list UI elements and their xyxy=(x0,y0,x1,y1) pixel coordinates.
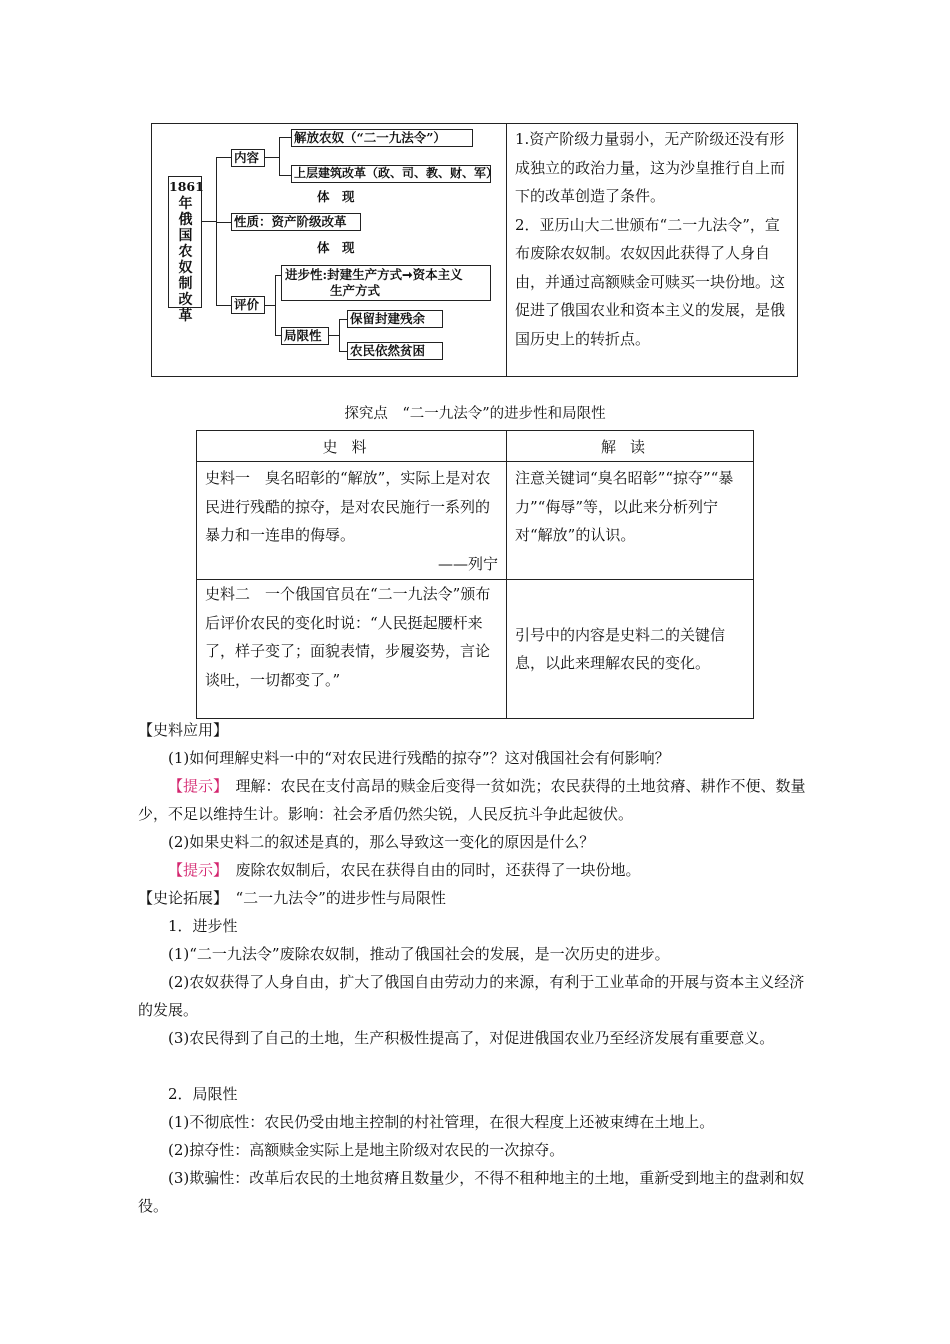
section-limitation: 2．局限性 xyxy=(168,1085,238,1103)
source-2-cell xyxy=(197,580,507,719)
note-1: 1.资产阶级力量弱小，无产阶级还没有形成独立的政治力量，这为沙皇推行自上而下的改革创造了条件。 xyxy=(515,130,786,205)
section-caption: 探究点 “二一九法令”的进步性和局限性 xyxy=(344,406,606,422)
extension-label: 【史论拓展】 xyxy=(138,889,221,907)
answer-2 xyxy=(138,856,818,884)
progress-box: 进步性:封建生产方式➞资本主义 生产方式 xyxy=(281,265,491,301)
content-item-emancipation: 解放农奴（“二一九法令”） xyxy=(291,129,473,147)
embody-label-2: 体 现 xyxy=(317,240,355,255)
limitation-point-2: (2)掠夺性：高额赎金实际上是地主阶级对农民的一次掠夺。 xyxy=(168,1141,565,1159)
source-1-text: 史料一 臭名昭彰的“解放”，实际上是对农民进行残酷的掠夺，是对农民施行一系列的暴力和一连串的侮辱。 xyxy=(205,469,491,544)
diagram-year: 1861 xyxy=(169,179,204,194)
diagram-title-box xyxy=(168,176,204,324)
limitation-item-feudal: 保留封建残余 xyxy=(347,310,443,328)
limitation-point-1: (1)不彻底性：农民仍受由地主控制的村社管理，在很大程度上还被束缚在土地上。 xyxy=(168,1113,715,1131)
content-label: 内容 xyxy=(231,149,265,167)
interpretation-2-text: 引号中的内容是史料二的关键信息，以此来理解农民的变化。 xyxy=(515,625,726,672)
section-progress: 1．进步性 xyxy=(168,917,238,935)
question-2: (2)如果史料二的叙述是真的，那么导致这一变化的原因是什么？ xyxy=(168,833,595,851)
diagram-title: 年俄国农奴制改革 xyxy=(178,196,193,324)
evaluation-label: 评价 xyxy=(231,296,265,314)
summary-table-divider xyxy=(506,123,507,377)
progress-text-mode: 生产方式 xyxy=(330,283,381,298)
progress-text-capital: 资本主义 xyxy=(412,267,463,282)
interpretation-1-cell xyxy=(507,462,754,580)
application-heading: 【史料应用】 xyxy=(138,721,229,739)
progress-text-feudal: 封建生产方式 xyxy=(327,267,403,282)
progress-point-1: (1)“二一九法令”废除农奴制，推动了俄国社会的发展，是一次历史的进步。 xyxy=(168,945,670,963)
interpretation-2-cell xyxy=(507,580,754,719)
interpretation-1-text: 注意关键词“臭名昭彰”“掠夺”“暴力”“侮辱”等，以此来分析列宁对“解放”的认识。 xyxy=(515,469,734,544)
source-2-text: 史料二 一个俄国官员在“二一九法令”颁布后评价农民的变化时说：“人民挺起腰杆来了，样子变了；面貌表情，步履姿势，言论谈吐，一切都变了。” xyxy=(205,585,491,689)
limitation-label: 局限性 xyxy=(281,327,329,345)
limitation-item-poverty: 农民依然贫困 xyxy=(347,342,443,360)
progress-point-2: (2)农奴获得了人身自由，扩大了俄国自由劳动力的来源，有利于工业革命的开展与资本主义经济的发展。 xyxy=(138,973,805,1019)
progress-label: 进步性 xyxy=(285,267,323,282)
source-1-cell xyxy=(197,462,507,580)
answer-1 xyxy=(138,772,818,828)
embody-label-1: 体 现 xyxy=(317,189,355,204)
header-source: 史料 xyxy=(197,431,507,462)
question-1: (1)如何理解史料一中的“对农民进行残酷的掠夺”？这对俄国社会有何影响？ xyxy=(168,749,670,767)
source-1-author: ——列宁 xyxy=(437,554,498,573)
hint-label-1: 【提示】 xyxy=(168,777,221,795)
header-interpretation: 解读 xyxy=(507,431,754,462)
extension-title: “二一九法令”的进步性与局限性 xyxy=(220,889,446,907)
progress-point-3: (3)农民得到了自己的土地，生产积极性提高了，对促进俄国农业乃至经济发展有重要意义。 xyxy=(168,1029,775,1047)
limitation-point-3: (3)欺骗性：改革后农民的土地贫瘠且数量少，不得不租种地主的土地，重新受到地主的盘剥和奴役。 xyxy=(138,1169,805,1215)
source-table xyxy=(196,430,754,719)
note-2: 2．亚历山大二世颁布“二一九法令”，宣布废除农奴制。农奴因此获得了人身自由，并通过高额赎金可赎买一块份地。这促进了俄国农业和资本主义的发展，是俄国历史上的转折点。 xyxy=(515,215,786,348)
nature-label: 性质：资产阶级改革 xyxy=(231,213,361,231)
answer-2-text: 废除农奴制后，农民在获得自由的同时，还获得了一块份地。 xyxy=(220,861,641,879)
reform-diagram xyxy=(151,123,506,377)
summary-notes xyxy=(515,125,791,353)
arrow-icon: ➞ xyxy=(402,267,413,282)
answer-1-text: 理解：农民在支付高昂的赎金后变得一贫如洗；农民获得的土地贫瘠、耕作不便、数量少，不足以维持生计。影响：社会矛盾仍然尖锐，人民反抗斗争此起彼伏。 xyxy=(138,777,806,823)
hint-label-2: 【提示】 xyxy=(168,861,221,879)
content-item-superstructure: 上层建筑改革（政、司、教、财、军） xyxy=(291,165,491,183)
extension-heading xyxy=(138,884,818,912)
